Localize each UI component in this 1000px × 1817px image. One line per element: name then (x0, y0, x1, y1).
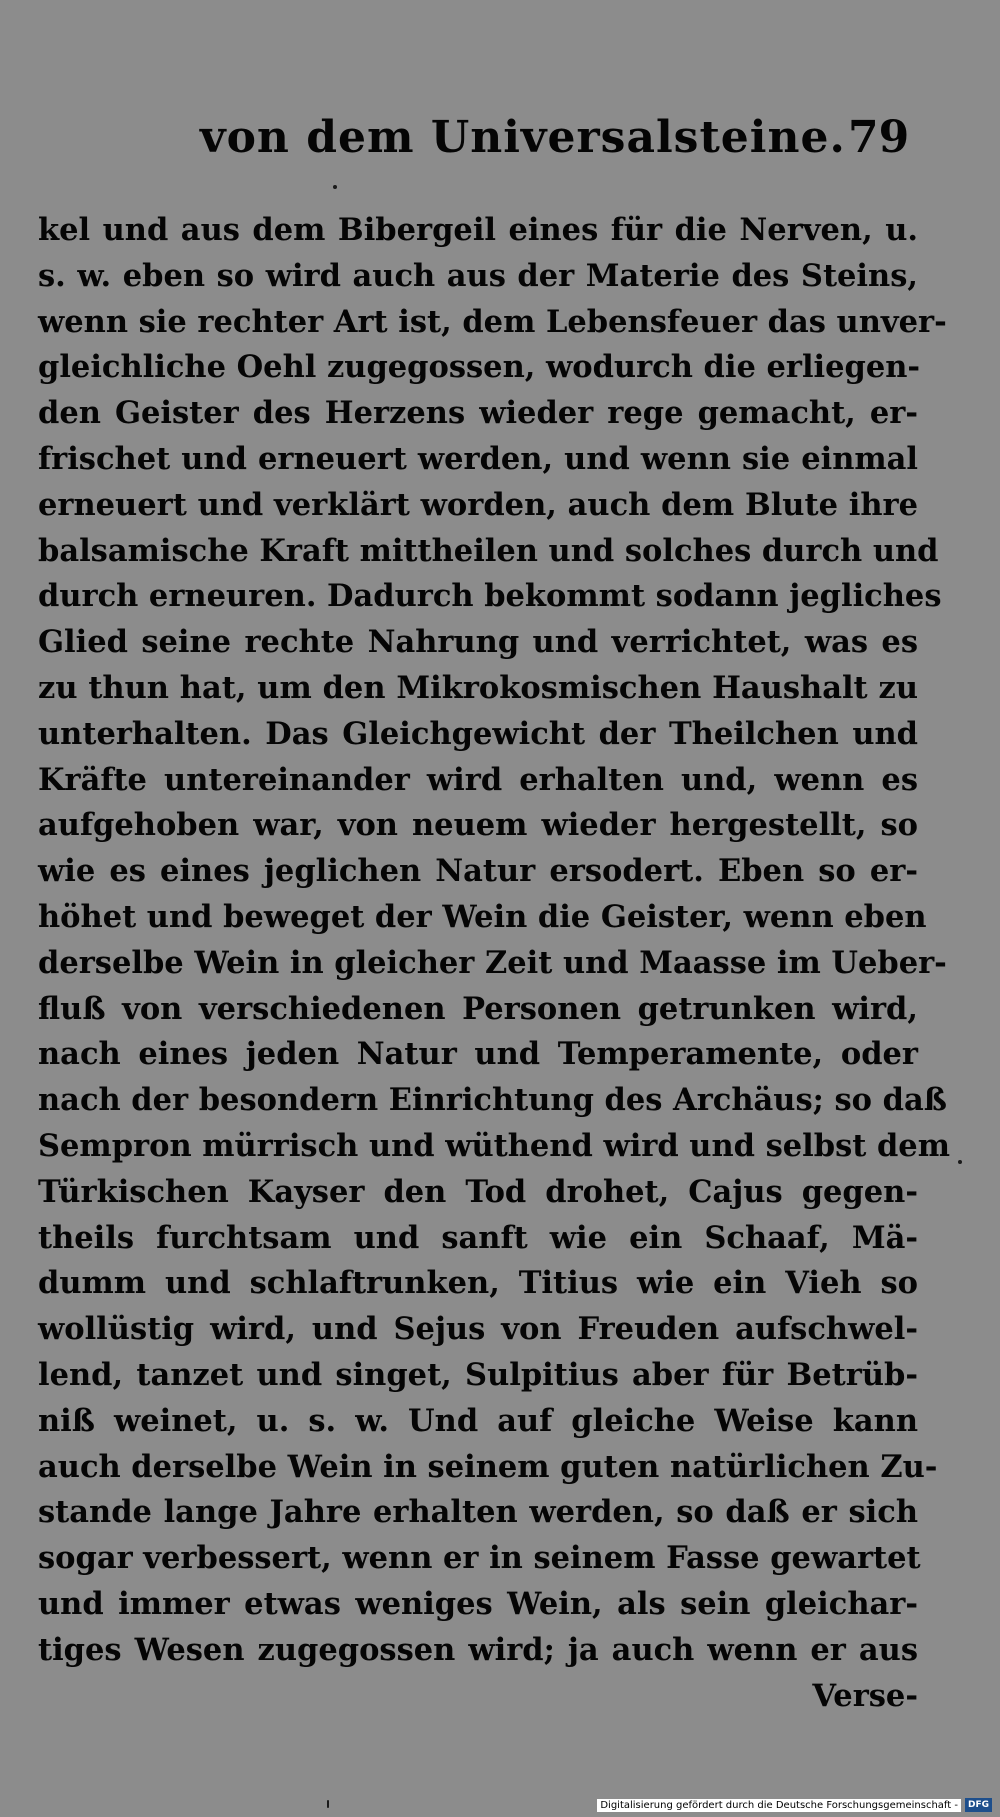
dfg-logo: DFG (965, 1798, 992, 1812)
text-line: auch derselbe Wein in seinem guten natürlichen Zu- (38, 1448, 938, 1485)
text-line: dumm und schlaftrunken, Titius wie ein Vieh so (38, 1265, 918, 1302)
text-line: Kräfte untereinander wird erhalten und, wenn es (38, 761, 918, 798)
text-line: s. w. eben so wird auch aus der Materie des Steins, (38, 257, 918, 294)
page-number: 79 (848, 112, 910, 163)
body-text (38, 208, 950, 1719)
text-line: derselbe Wein in gleicher Zeit und Maasse im Ueber- (38, 944, 947, 981)
text-line: nach eines jeden Natur und Temperamente, oder (38, 1036, 918, 1073)
text-line: tiges Wesen zugegossen wird; ja auch wenn er aus (38, 1631, 918, 1668)
text-line: gleichliche Oehl zugegossen, wodurch die erliegen- (38, 349, 921, 386)
text-line: wollüstig wird, und Sejus von Freuden aufschwel- (38, 1311, 918, 1348)
text-line: Türkischen Kayser den Tod drohet, Cajus gegen- (38, 1173, 918, 1210)
text-line: sogar verbessert, wenn er in seinem Fasse gewartet (38, 1540, 921, 1577)
text-line: und immer etwas weniges Wein, als sein gleichar- (38, 1585, 918, 1622)
text-line: frischet und erneuert werden, und wenn sie einmal (38, 440, 918, 477)
digitization-credit (597, 1796, 992, 1814)
text-line: wenn sie rechter Art ist, dem Lebensfeuer das unver- (38, 303, 947, 340)
text-line: nach der besondern Einrichtung des Archäus; so daß (38, 1082, 947, 1119)
ink-speck (333, 185, 337, 189)
ink-speck (958, 1160, 962, 1164)
text-line: durch erneuren. Dadurch bekommt sodann jegliches (38, 578, 942, 615)
text-line: erneuert und verklärt worden, auch dem Blute ihre (38, 486, 918, 523)
ink-speck (327, 1800, 329, 1808)
text-line: den Geister des Herzens wieder rege gemacht, er- (38, 395, 918, 432)
catchword: Verse- (812, 1677, 918, 1714)
text-line: niß weinet, u. s. w. Und auf gleiche Weise kann (38, 1402, 918, 1439)
credit-text: Digitalisierung gefördert durch die Deutsche Forschungsgemeinschaft - (597, 1799, 961, 1812)
text-line: kel und aus dem Bibergeil eines für die Nerven, u. (38, 212, 918, 248)
text-line: theils furchtsam und sanft wie ein Schaaf, Mä- (38, 1219, 918, 1256)
text-line: lend, tanzet und singet, Sulpitius aber für Betrüb- (38, 1356, 918, 1393)
text-line: Glied seine rechte Nahrung und verrichtet, was es (38, 624, 918, 661)
text-line: stande lange Jahre erhalten werden, so daß er sich (38, 1494, 918, 1531)
text-line: fluß von verschiedenen Personen getrunken wird, (38, 990, 918, 1027)
text-line: balsamische Kraft mittheilen und solches durch und (38, 532, 939, 569)
text-line: unterhalten. Das Gleichgewicht der Theilchen und (38, 715, 918, 752)
running-title: von dem Universalsteine. (200, 112, 846, 163)
text-line: zu thun hat, um den Mikrokosmischen Haushalt zu (38, 669, 918, 706)
text-line: höhet und beweget der Wein die Geister, wenn eben (38, 898, 927, 935)
text-line: Sempron mürrisch und wüthend wird und selbst dem (38, 1127, 950, 1164)
text-line: aufgehoben war, von neuem wieder hergestellt, so (38, 807, 918, 844)
text-line: wie es eines jeglichen Natur ersodert. Eben so er- (38, 853, 918, 890)
